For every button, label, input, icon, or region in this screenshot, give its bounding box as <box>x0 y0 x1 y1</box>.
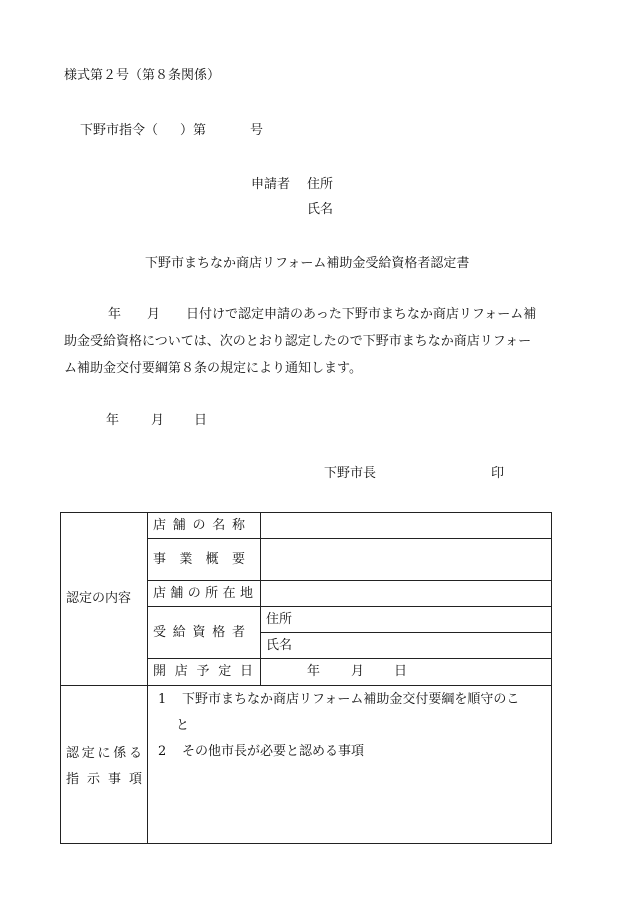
instruction-1-continued: と <box>176 718 190 733</box>
opening-year: 年 <box>307 664 321 679</box>
row-business-label: 事 業 概 要 <box>148 539 261 581</box>
section-instructions-label-2: 指 示 事 項 <box>66 772 142 787</box>
body-line-1: 年 月 日付けで認定申請のあった下野市まちなか商店リフォーム補 <box>108 307 537 322</box>
qualified-address-label: 住所 <box>266 611 293 627</box>
row-location-label: 店 舗 の 所 在 地 <box>148 581 261 607</box>
applicant-label: 申請者 <box>251 177 291 192</box>
doc-prefix: 下野市指令（ <box>80 123 159 138</box>
instruction-2: 2 その他市長が必要と認める事項 <box>158 744 365 759</box>
opening-day: 日 <box>394 664 408 679</box>
shop-name-value[interactable] <box>261 513 552 539</box>
row-shop-name-label: 店 舗 の 名 称 <box>148 513 261 539</box>
document-title: 下野市まちなか商店リフォーム補助金受給資格者認定書 <box>145 256 470 271</box>
form-number: 様式第２号（第８条関係） <box>64 68 221 83</box>
body-line-2: 助金受給資格については、次のとおり認定したので下野市まちなか商店リフォー <box>64 334 532 349</box>
section-instructions-label-1: 認 定 に 係 る <box>66 746 142 761</box>
instruction-1: 1 下野市まちなか商店リフォーム補助金交付要綱を順守のこ <box>158 692 520 707</box>
section-certification-label: 認定の内容 <box>66 591 132 606</box>
date-day: 日 <box>194 413 208 428</box>
section-certification-content <box>61 513 148 686</box>
applicant-address-label: 住所 <box>307 177 334 192</box>
applicant-name-label: 氏名 <box>307 202 334 217</box>
instructions-content <box>148 686 552 844</box>
body-line-3: ム補助金交付要綱第８条の規定により通知します。 <box>64 361 362 376</box>
qualified-address-cell[interactable] <box>261 607 552 633</box>
opening-date-value[interactable] <box>261 659 552 686</box>
row-opening-label: 開 店 予 定 日 <box>148 659 261 686</box>
certification-table <box>60 512 552 844</box>
section-instructions <box>61 686 148 844</box>
qualified-name-label: 氏名 <box>266 637 293 653</box>
qualified-name-cell[interactable] <box>261 633 552 659</box>
location-value[interactable] <box>261 581 552 607</box>
date-month: 月 <box>151 413 165 428</box>
row-qualified-label: 受 給 資 格 者 <box>148 607 261 659</box>
mayor-title: 下野市長 <box>324 466 377 481</box>
opening-month: 月 <box>351 664 365 679</box>
doc-paren-close: ）第 <box>180 123 207 138</box>
date-year: 年 <box>106 413 120 428</box>
doc-suffix: 号 <box>250 123 264 138</box>
business-summary-value[interactable] <box>261 539 552 581</box>
seal-mark: 印 <box>491 466 505 481</box>
